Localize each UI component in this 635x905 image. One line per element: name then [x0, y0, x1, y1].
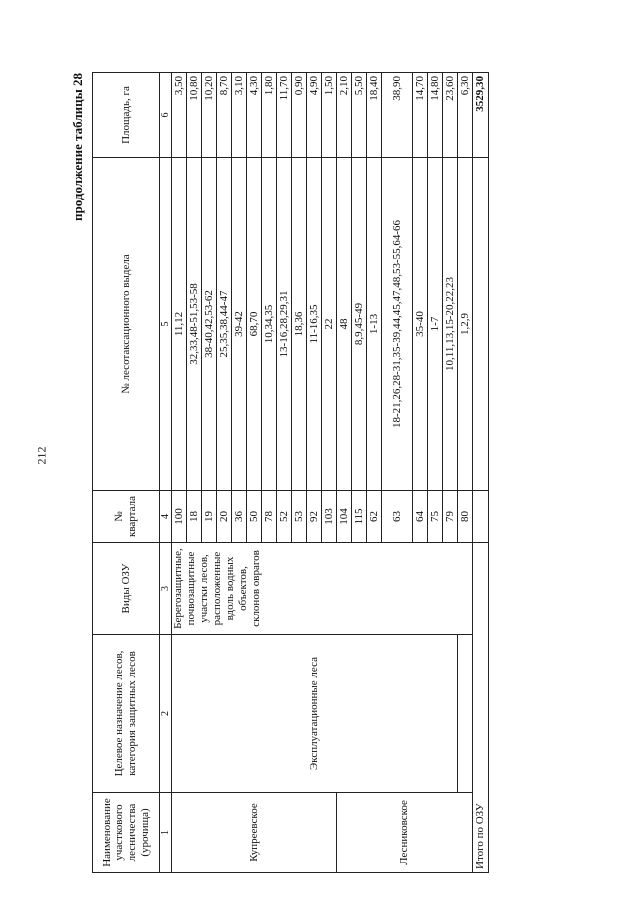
- area-cell: 2,10: [337, 73, 352, 158]
- column-number: 5: [160, 158, 172, 491]
- kvartal-cell: 18: [187, 491, 202, 543]
- kvartal-cell: 36: [232, 491, 247, 543]
- kvartal-cell: 79: [443, 491, 458, 543]
- vydel-cell: 1-13: [367, 158, 382, 491]
- vydel-cell: 68,70: [247, 158, 262, 491]
- kvartal-cell: 63: [382, 491, 413, 543]
- area-cell: 6,30: [458, 73, 473, 158]
- header-purpose: Целевое назначение лесов, категория защитных лесов: [93, 635, 160, 793]
- vydel-cell: 1,2,9: [458, 158, 473, 491]
- ozu-type-cell: Берегозащитные, почвозащитные участки лесов, расположенные вдоль водных объектов, склонов оврагов: [172, 543, 473, 635]
- continuation-title: продолжение таблицы 28: [70, 73, 85, 221]
- vydel-cell: 13-16,28,29,31: [277, 158, 292, 491]
- rotated-page-content: [70, 73, 560, 873]
- header-vydel: № лесотаксационного выдела: [93, 158, 160, 491]
- vydel-cell: 38-40,42,53-62: [202, 158, 217, 491]
- vydel-cell: 10,34,35: [262, 158, 277, 491]
- area-cell: 11,70: [277, 73, 292, 158]
- table-header-row: [93, 73, 160, 873]
- table-row: [458, 73, 473, 873]
- kvartal-cell: 52: [277, 491, 292, 543]
- header-area: Площадь, га: [93, 73, 160, 158]
- kvartal-cell: 115: [352, 491, 367, 543]
- vydel-cell: 25,35,38,44-47: [217, 158, 232, 491]
- area-cell: 18,40: [367, 73, 382, 158]
- vydel-cell: 11,12: [172, 158, 187, 491]
- vydel-cell: 11-16,35: [307, 158, 322, 491]
- column-number: 6: [160, 73, 172, 158]
- kvartal-cell: 100: [172, 491, 187, 543]
- kvartal-cell: 19: [202, 491, 217, 543]
- total-empty-cell: [473, 158, 489, 491]
- area-cell: 4,90: [307, 73, 322, 158]
- area-cell: 0,90: [292, 73, 307, 158]
- area-cell: 5,50: [352, 73, 367, 158]
- kvartal-cell: 20: [217, 491, 232, 543]
- table-row: [172, 73, 187, 873]
- total-empty-cell: [473, 491, 489, 543]
- column-number: 3: [160, 543, 172, 635]
- area-cell: 1,80: [262, 73, 277, 158]
- kvartal-cell: 62: [367, 491, 382, 543]
- kvartal-cell: 104: [337, 491, 352, 543]
- column-number: 1: [160, 793, 172, 873]
- vydel-cell: 10,11,13,15-20,22,23: [443, 158, 458, 491]
- kvartal-cell: 64: [413, 491, 428, 543]
- header-ozu-type: Виды ОЗУ: [93, 543, 160, 635]
- kvartal-cell: 92: [307, 491, 322, 543]
- area-cell: 10,20: [202, 73, 217, 158]
- vydel-cell: 18-21,26,28-31,35-39,44,45,47,48,53-55,64-66: [382, 158, 413, 491]
- group-kupreevskoe: Купреевское: [172, 793, 337, 873]
- column-number: 2: [160, 635, 172, 793]
- area-cell: 4,30: [247, 73, 262, 158]
- group-lesnikovskoe: Лесниковское: [337, 793, 473, 873]
- column-number-row: [160, 73, 172, 873]
- total-area: 3529,30: [473, 73, 489, 158]
- vydel-cell: 48: [337, 158, 352, 491]
- forest-purpose-cell: Эксплуатационные леса: [172, 635, 458, 793]
- total-label: Итого по ОЗУ: [473, 543, 489, 873]
- area-cell: 8,70: [217, 73, 232, 158]
- vydel-cell: 8,9,45-49: [352, 158, 367, 491]
- ozu-table: [92, 72, 489, 873]
- header-lesnichestvo: Наименование участкового лесничества (урочища): [93, 793, 160, 873]
- purpose-empty-cell: [458, 635, 473, 793]
- area-cell: 10,80: [187, 73, 202, 158]
- kvartal-cell: 75: [428, 491, 443, 543]
- total-row: [473, 73, 489, 873]
- vydel-cell: 22: [322, 158, 337, 491]
- area-cell: 38,90: [382, 73, 413, 158]
- page-number: 212: [34, 446, 49, 465]
- kvartal-cell: 50: [247, 491, 262, 543]
- vydel-cell: 18,36: [292, 158, 307, 491]
- area-cell: 23,60: [443, 73, 458, 158]
- area-cell: 3,10: [232, 73, 247, 158]
- kvartal-cell: 103: [322, 491, 337, 543]
- kvartal-cell: 78: [262, 491, 277, 543]
- vydel-cell: 35-40: [413, 158, 428, 491]
- column-number: 4: [160, 491, 172, 543]
- area-cell: 3,50: [172, 73, 187, 158]
- area-cell: 14,70: [413, 73, 428, 158]
- area-cell: 1,50: [322, 73, 337, 158]
- vydel-cell: 1-7: [428, 158, 443, 491]
- kvartal-cell: 80: [458, 491, 473, 543]
- vydel-cell: 32,33,48-51,53-58: [187, 158, 202, 491]
- header-kvartal: № квартала: [93, 491, 160, 543]
- kvartal-cell: 53: [292, 491, 307, 543]
- area-cell: 14,80: [428, 73, 443, 158]
- vydel-cell: 39-42: [232, 158, 247, 491]
